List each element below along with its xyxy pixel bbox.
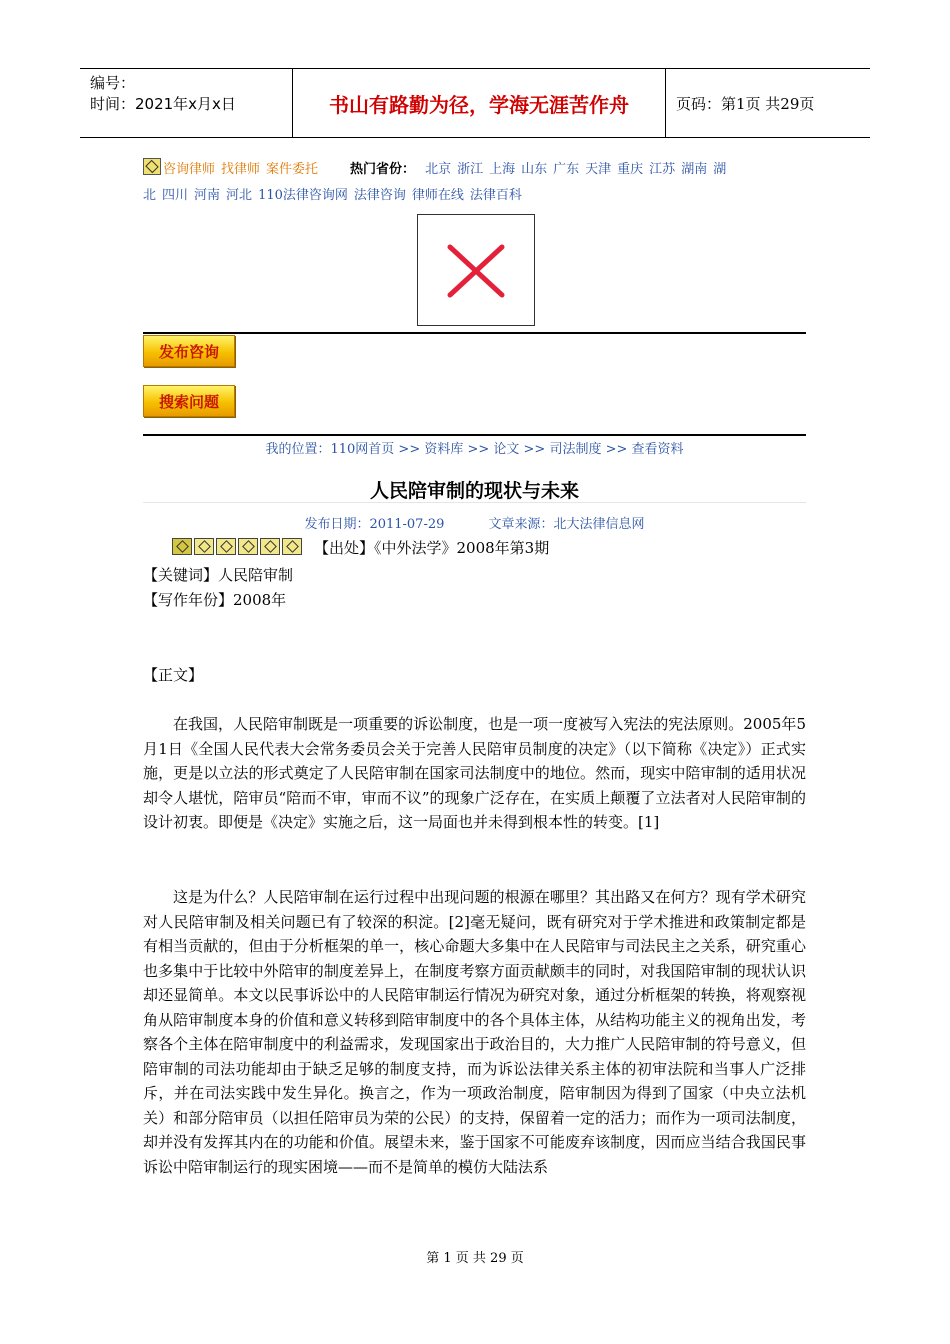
rating-icon: [238, 538, 258, 555]
document-header: [80, 68, 870, 138]
broken-image: [417, 214, 535, 326]
paragraph: 这是为什么？人民陪审制在运行过程中出现问题的根源在哪里？其出路又在何方？现有学术研究对人民陪审制及相关问题已有了较深的积淀。[2]毫无疑问，既有研究对于学术推进和政策制定都是有相当贡献的，但由于分析框架的单一，核心命题大多集中在人民陪审与司法民主之关系，研究重心也多集中于比较中外陪审的制度差异上，在制度考察方面贡献颇丰的同时，对我国陪审制的现状认识却还显简单。本文以民事诉讼中的人民陪审制运行情况为研究对象，通过分析框架的转换，将观察视角从陪审制度本身的价值和意义转移到陪审制度中的各个具体主体，从结构功能主义的视角出发，考察各个主体在陪审制度中的利益需求，发现国家出于政治目的，大力推广人民陪审制的符号意义，但陪审制的司法功能却由于缺乏足够的制度支持，而为诉讼法律关系主体的初审法院和当事人广泛排斥，并在司法实践中发生异化。换言之，作为一项政治制度，陪审制因为得到了国家（中央立法机关）和部分陪审员（以担任陪审员为荣的公民）的支持，保留着一定的活力；而作为一项司法制度，却并没有发挥其内在的功能和价值。展望未来，鉴于国家不可能废弃该制度，因而应当结合我国民事诉讼中陪审制运行的现实困境——而不是简单的模仿大陆法系: [143, 888, 806, 1176]
article-keywords: 【关键词】人民陪审制: [143, 566, 294, 584]
rating-icon: [172, 538, 192, 555]
search-question-button[interactable]: 搜索问题: [143, 385, 235, 417]
nav-line-2: [143, 183, 813, 209]
number-label: 编号：: [90, 74, 136, 92]
page-label: 页码：第1页 共29页: [676, 94, 815, 113]
divider: [143, 332, 806, 334]
page-footer: 第 1 页 共 29 页: [426, 1251, 524, 1266]
province-link[interactable]: 湖南: [681, 162, 708, 177]
publish-date: 发布日期：2011-07-29: [304, 517, 445, 532]
article-origin: 【出处】《中外法学》2008年第3期: [314, 539, 550, 557]
site-link[interactable]: 110法律咨询网: [258, 188, 348, 203]
province-link[interactable]: 重庆: [617, 162, 644, 177]
article-source: 文章来源：北大法律信息网: [488, 517, 645, 532]
site-link[interactable]: 律师在线: [411, 188, 464, 203]
divider: [143, 434, 806, 436]
publish-consult-button[interactable]: 发布咨询: [143, 335, 235, 367]
rating: [172, 538, 304, 555]
nav-link-consult[interactable]: 咨询律师: [163, 162, 216, 177]
province-link[interactable]: 河南: [194, 188, 221, 203]
header-meta: [80, 69, 292, 137]
province-link[interactable]: 广东: [553, 162, 580, 177]
province-link[interactable]: 河北: [226, 188, 253, 203]
title-divider: [143, 502, 806, 503]
nav-line-1: [143, 157, 813, 183]
site-link[interactable]: 法律咨询: [353, 188, 406, 203]
article-meta: [143, 515, 806, 535]
article-year: 【写作年份】2008年: [143, 591, 287, 609]
motto: 书山有路勤为径，学海无涯苦作舟: [292, 69, 666, 137]
breadcrumb[interactable]: 我的位置：110网首页 >> 资料库 >> 论文 >> 司法制度 >> 查看资料: [265, 442, 684, 457]
province-link[interactable]: 天津: [585, 162, 612, 177]
article-title: 人民陪审制的现状与未来: [369, 480, 579, 502]
consult-icon: [143, 158, 161, 175]
hot-provinces-label: 热门省份：: [350, 162, 416, 177]
province-link[interactable]: 四川: [162, 188, 189, 203]
province-link[interactable]: 浙江: [457, 162, 484, 177]
rating-icon: [282, 538, 302, 555]
paragraph: 在我国，人民陪审制既是一项重要的诉讼制度，也是一项一度被写入宪法的宪法原则。2005年5月1日《全国人民代表大会常务委员会关于完善人民陪审员制度的决定》（以下简称《决定》）正式实施，更是以立法的形式奠定了人民陪审制在国家司法制度中的地位。然而，现实中陪审制的适用状况却令人堪忧，陪审员“陪而不审，审而不议”的现象广泛存在，在实质上颠覆了立法者对人民陪审制的设计初衷。即便是《决定》实施之后，这一局面也并未得到根本性的转变。[1]: [143, 715, 806, 831]
nav-link-find-lawyer[interactable]: 找律师: [221, 162, 261, 177]
site-link[interactable]: 法律百科: [469, 188, 522, 203]
rating-icon: [260, 538, 280, 555]
time-label: 时间：2021年x月x日: [90, 95, 236, 113]
province-link[interactable]: 北京: [425, 162, 452, 177]
rating-icon: [216, 538, 236, 555]
body-label: 【正文】: [143, 666, 204, 684]
province-link[interactable]: 山东: [521, 162, 548, 177]
nav-link-case[interactable]: 案件委托: [266, 162, 319, 177]
broken-image-x-icon: [418, 215, 534, 325]
province-link[interactable]: 湖: [713, 162, 727, 177]
province-link[interactable]: 北: [143, 188, 157, 203]
rating-icon: [194, 538, 214, 555]
province-link[interactable]: 江苏: [649, 162, 676, 177]
province-link[interactable]: 上海: [489, 162, 516, 177]
